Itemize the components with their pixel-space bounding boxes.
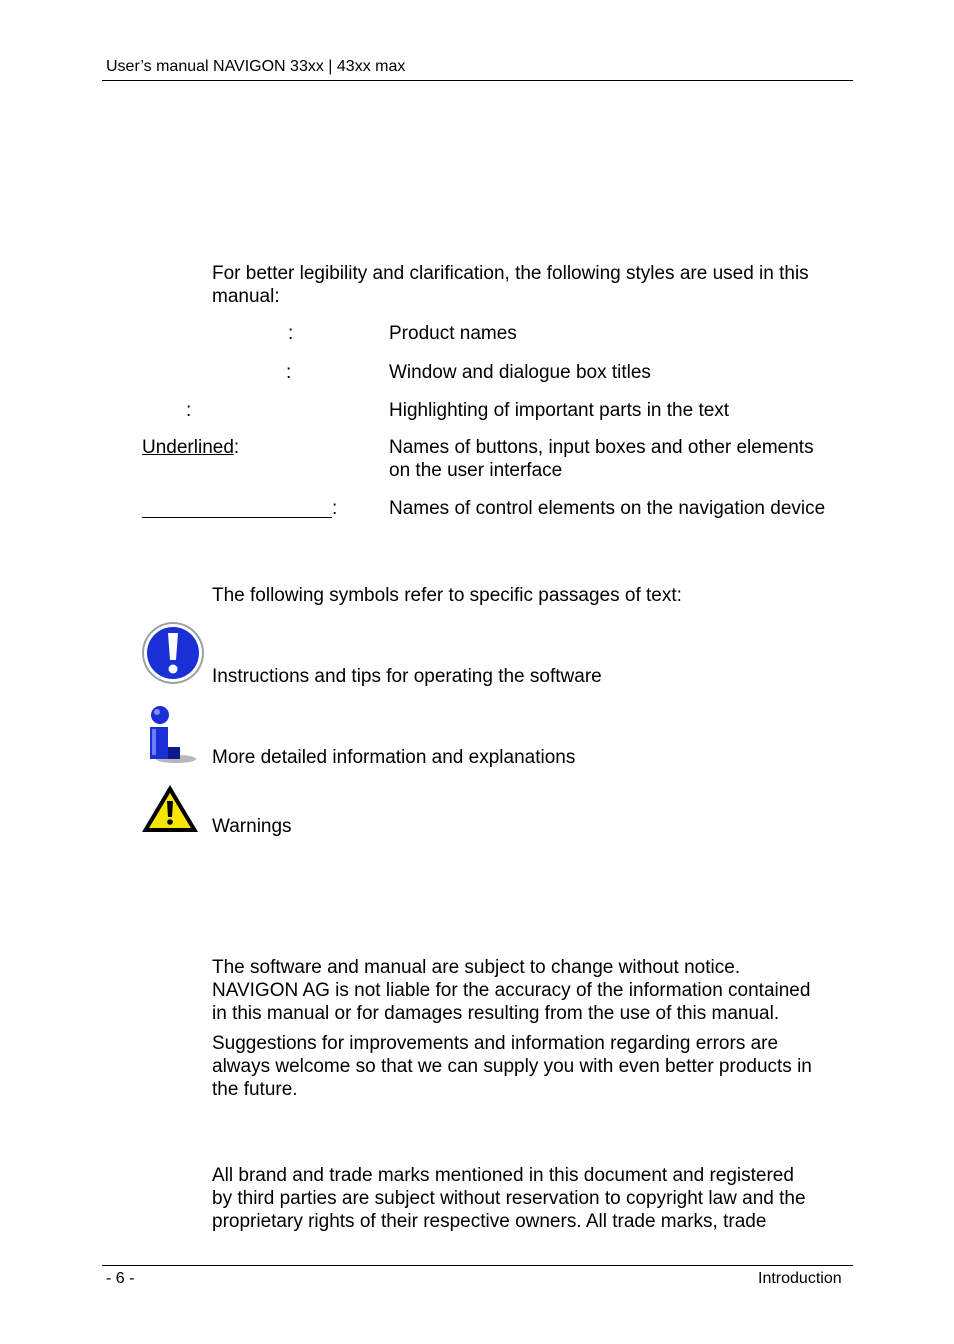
style-desc-window-titles: Window and dialogue box titles [389,362,651,383]
styles-intro [212,262,852,308]
symbol-text-warnings: Warnings [212,816,292,837]
trademarks-paragraph [212,1164,852,1233]
style-desc-control-elements: Names of control elements on the navigation device [389,498,826,519]
style-label-underlined [142,436,239,459]
trademarks-line-2: by third parties are subject without reservation to copyright law and the [212,1188,806,1209]
style-colon-2: : [286,362,292,383]
legal-p2-line-2: always welcome so that we can supply you with even better products in [212,1056,812,1077]
legal-paragraph-1 [212,956,852,1025]
footer-rule [102,1265,853,1266]
styles-intro-line-2: manual: [212,286,280,307]
legal-paragraph-2 [212,1032,852,1101]
style-colon-4: : [233,437,240,458]
legal-p1-line-3: in this manual or for damages resulting from the use of this manual. [212,1003,780,1024]
style-desc-buttons-line-1: Names of buttons, input boxes and other elements [389,437,814,458]
underlined-label: Underlined [142,437,234,458]
exclamation-icon [140,620,206,686]
style-desc-buttons [389,436,814,482]
trademarks-line-1: All brand and trade marks mentioned in this document and registered [212,1165,794,1186]
symbol-text-details: More detailed information and explanations [212,747,576,768]
style-label-device-underline [142,517,332,518]
footer-section: Introduction [758,1270,842,1287]
legal-p2-line-1: Suggestions for improvements and information regarding errors are [212,1033,779,1054]
style-desc-buttons-line-2: on the user interface [389,460,563,481]
style-colon-5: : [332,498,338,519]
running-header: User’s manual NAVIGON 33xx | 43xx max [106,58,406,75]
styles-intro-line-1: For better legibility and clarification, the following styles are used in this [212,263,809,284]
info-person-icon [142,704,198,766]
style-colon-1: : [288,323,294,344]
page-number: - 6 - [106,1270,135,1287]
symbol-text-tips: Instructions and tips for operating the software [212,666,602,687]
style-desc-highlighting: Highlighting of important parts in the text [389,400,730,421]
trademarks-line-3: proprietary rights of their respective owners. All trade marks, trade [212,1211,767,1232]
style-desc-product-names: Product names [389,323,517,344]
legal-p1-line-1: The software and manual are subject to change without notice. [212,957,741,978]
legal-p2-line-3: the future. [212,1079,298,1100]
symbols-intro: The following symbols refer to specific passages of text: [212,585,682,606]
warning-icon [140,783,200,835]
header-rule [102,80,853,81]
legal-p1-line-2: NAVIGON AG is not liable for the accuracy of the information contained [212,980,811,1001]
style-colon-3: : [186,400,192,421]
